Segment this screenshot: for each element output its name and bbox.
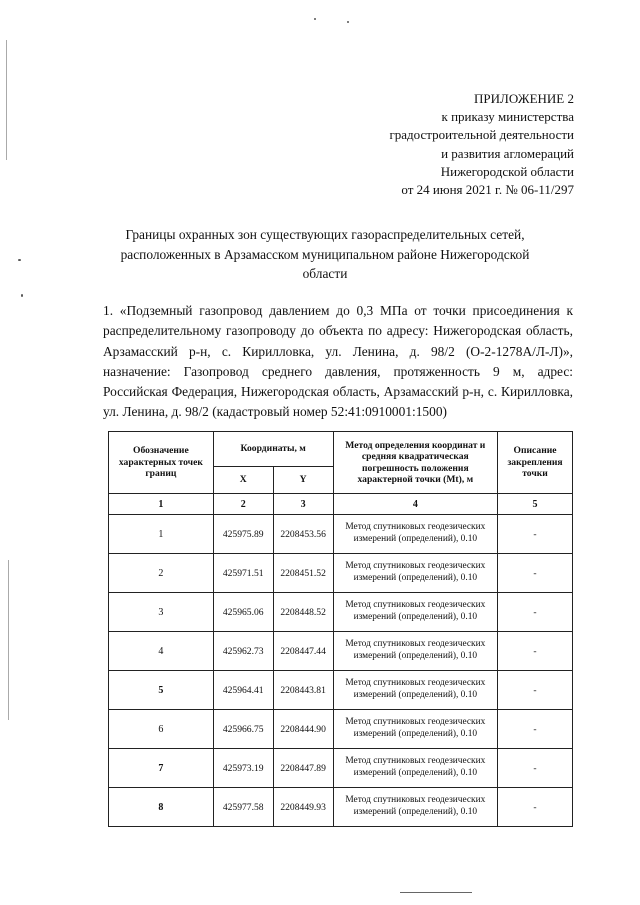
point-id: 4 (109, 632, 214, 671)
method: Метод спутниковых геодезических измерений (определений), 0.10 (333, 515, 497, 554)
scan-edge-mark (8, 560, 9, 720)
method: Метод спутниковых геодезических измерений (определений), 0.10 (333, 593, 497, 632)
header-coordinates: Координаты, м (213, 432, 333, 467)
table-row (109, 788, 573, 827)
coord-x: 425975.89 (213, 515, 273, 554)
coord-x: 425962.73 (213, 632, 273, 671)
coord-y: 2208451.52 (273, 554, 333, 593)
fixing-description: - (498, 749, 573, 788)
coord-x: 425964.41 (213, 671, 273, 710)
method: Метод спутниковых геодезических измерений (определений), 0.10 (333, 671, 497, 710)
scan-edge-mark (6, 40, 7, 160)
header-description: Описание закрепления точки (498, 432, 573, 494)
header-method: Метод определения координат и средняя квадратическая погрешность положения характерной точки (Mt), м (333, 432, 497, 494)
point-id: 7 (109, 749, 214, 788)
document-title (100, 225, 550, 284)
title-line: Границы охранных зон существующих газораспределительных сетей, (125, 227, 525, 242)
coord-y: 2208447.44 (273, 632, 333, 671)
column-number: 2 (213, 494, 273, 515)
table-row (109, 632, 573, 671)
table-row (109, 515, 573, 554)
annex-line: и развития агломераций (441, 145, 574, 161)
coord-x: 425966.75 (213, 710, 273, 749)
coord-x: 425973.19 (213, 749, 273, 788)
fixing-description: - (498, 788, 573, 827)
point-id: 6 (109, 710, 214, 749)
point-id: 2 (109, 554, 214, 593)
method: Метод спутниковых геодезических измерений (определений), 0.10 (333, 710, 497, 749)
coord-y: 2208453.56 (273, 515, 333, 554)
point-id: 3 (109, 593, 214, 632)
coord-y: 2208443.81 (273, 671, 333, 710)
table-row (109, 671, 573, 710)
table-row (109, 593, 573, 632)
scan-speck (18, 259, 21, 261)
method: Метод спутниковых геодезических измерений (определений), 0.10 (333, 788, 497, 827)
scan-speck (347, 21, 349, 23)
annex-date-number: от 24 июня 2021 г. № 06-11/297 (401, 182, 574, 198)
annex-header (314, 90, 574, 199)
annex-line: Нижегородской области (440, 163, 574, 179)
title-line: расположенных в Арзамасском муниципальном районе Нижегородской (120, 246, 530, 262)
method: Метод спутниковых геодезических измерений (определений), 0.10 (333, 632, 497, 671)
header-y: Y (273, 467, 333, 494)
column-number: 4 (333, 494, 497, 515)
column-number: 5 (498, 494, 573, 515)
fixing-description: - (498, 632, 573, 671)
column-number: 1 (109, 494, 214, 515)
coord-x: 425971.51 (213, 554, 273, 593)
coord-x: 425977.58 (213, 788, 273, 827)
header-x: X (213, 467, 273, 494)
method: Метод спутниковых геодезических измерений (определений), 0.10 (333, 554, 497, 593)
coord-x: 425965.06 (213, 593, 273, 632)
table-row (109, 749, 573, 788)
title-line: области (302, 266, 348, 282)
item-description: 1. «Подземный газопровод давлением до 0,3 МПа от точки присоединения к распределительному газопроводу до объекта по адресу: Нижегородская область, Арзамасский р-н, с. Кирилловка, ул. Ленина, д. 98/2 (О-2-1278А/Л-Л)», назначение: Газопровод среднего давления, протяженность 9 м, адрес: Российская Федерация, Нижегородская область, Арзамасский р-н, с. Кирилловка, ул. Ленина, д. 98/2 (кадастровый номер 52:41:0910001:1500) (103, 303, 573, 420)
method: Метод спутниковых геодезических измерений (определений), 0.10 (333, 749, 497, 788)
fixing-description: - (498, 593, 573, 632)
annex-line: градостроительной деятельности (389, 127, 574, 143)
coord-y: 2208449.93 (273, 788, 333, 827)
fixing-description: - (498, 515, 573, 554)
fixing-description: - (498, 671, 573, 710)
scan-speck (21, 294, 23, 297)
table-row (109, 710, 573, 749)
coord-y: 2208447.89 (273, 749, 333, 788)
fixing-description: - (498, 554, 573, 593)
table-row (109, 554, 573, 593)
coord-y: 2208444.90 (273, 710, 333, 749)
annex-line: к приказу министерства (441, 109, 574, 125)
column-number: 3 (273, 494, 333, 515)
annex-title: ПРИЛОЖЕНИЕ 2 (474, 91, 574, 106)
coord-y: 2208448.52 (273, 593, 333, 632)
point-id: 8 (109, 788, 214, 827)
scan-speck (314, 18, 316, 20)
point-id: 5 (109, 671, 214, 710)
point-id: 1 (109, 515, 214, 554)
footer-line (400, 892, 472, 893)
fixing-description: - (498, 710, 573, 749)
coordinates-table (108, 431, 573, 827)
header-designation: Обозначение характерных точек границ (109, 432, 214, 494)
